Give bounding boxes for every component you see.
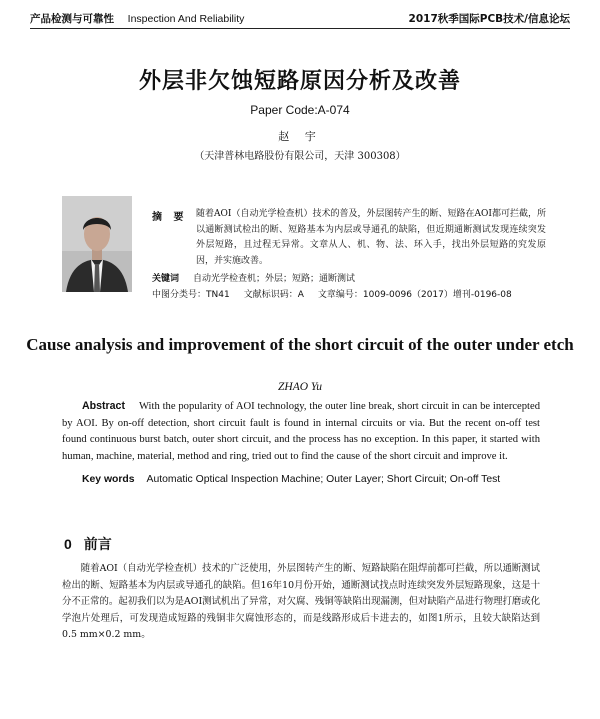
keywords-en-text: Automatic Optical Inspection Machine; Outer Layer; Short Circuit; On-off Test bbox=[146, 474, 501, 485]
abstract-cn-label: 摘 要 bbox=[152, 212, 188, 223]
author-name-en: ZHAO Yu bbox=[278, 381, 322, 393]
paper-title-cn: 外层非欠蚀短路原因分析及改善 bbox=[138, 69, 461, 94]
paper-code: Paper Code:A-074 bbox=[250, 103, 350, 117]
author-photo bbox=[62, 196, 132, 292]
article-number-label: 文章编号： bbox=[317, 290, 363, 300]
clc-label: 中图分类号： bbox=[152, 290, 207, 300]
keywords-cn-text: 自动光学检查机；外层；短路；通断测试 bbox=[193, 274, 356, 284]
abstract-en bbox=[62, 398, 540, 465]
doc-code-value: A bbox=[297, 290, 304, 300]
header-section-en: Inspection And Reliability bbox=[127, 13, 245, 25]
abstract-en-text: With the popularity of AOI technology, the outer line break, short circuit in can be intercepted by AOI. By on-off detection, short circuit fault is found in internal circuits or via. But the recent on-off test found continuous burst batch, outer short circuit, and the process has no exception. In this paper, it started with human, machine, material, method and ring, tried out to find the cause of the short circuit and improve it. bbox=[62, 401, 540, 462]
header-section-label bbox=[30, 11, 244, 26]
section-title: 前言 bbox=[83, 537, 112, 553]
author-name-cn: 赵 宇 bbox=[278, 130, 322, 143]
keywords-cn-label: 关键词 bbox=[152, 274, 180, 284]
keywords-cn bbox=[152, 271, 355, 284]
author-portrait-image bbox=[62, 196, 132, 292]
paper-title-en: Cause analysis and improvement of the short circuit of the outer under etch bbox=[26, 335, 574, 354]
running-header bbox=[30, 10, 570, 29]
doc-code-label: 文献标识码： bbox=[243, 290, 298, 300]
article-number-value: 1009-0096（2017）增刊-0196-08 bbox=[362, 290, 512, 300]
section-body-text: 随着AOI（自动光学检查机）技术的广泛使用，外层图转产生的断、短路缺陷在阻焊前都可拦截，所以通断测试检出的断、短路基本为内层或导通孔的缺陷。但16年10月份开始，通断测试找点时连续突发外层短路现象，这是十分不正常的。起初我们以为是AOI测试机出了异常，对欠腐、残铜等缺陷出现漏测，但对缺陷产品进行物理打磨或化学泡片处理后，可发现造成短路的残铜非欠腐蚀形态的，而是线路形成后卡进去的，如图1所示，且较大缺陷达到0.5 mm×0.2 mm。 bbox=[62, 563, 540, 640]
header-forum-name: 2017秋季国际PCB技术/信息论坛 bbox=[408, 13, 570, 25]
author-affiliation-cn: （天津普林电路股份有限公司，天津 300308） bbox=[194, 151, 406, 162]
section-heading bbox=[64, 534, 112, 554]
clc-value: TN41 bbox=[206, 290, 230, 300]
section-number: 0 bbox=[64, 536, 72, 552]
header-section-cn: 产品检测与可靠性 bbox=[30, 13, 114, 25]
abstract-en-label: Abstract bbox=[82, 400, 125, 412]
keywords-en bbox=[82, 474, 500, 485]
keywords-en-label: Key words bbox=[82, 474, 135, 485]
abstract-cn-text: 随着AOI（自动光学检查机）技术的普及，外层图转产生的断、短路在AOI都可拦截，所以通断测试检出的断、短路基本为内层或导通孔的缺陷，但近期通断测试发现连续突发外层短路，且过程无异常。文章从人、机、物、法、环入手，找出外层短路的究发原因，并实施改善。 bbox=[196, 209, 546, 266]
classification-line bbox=[152, 287, 512, 300]
